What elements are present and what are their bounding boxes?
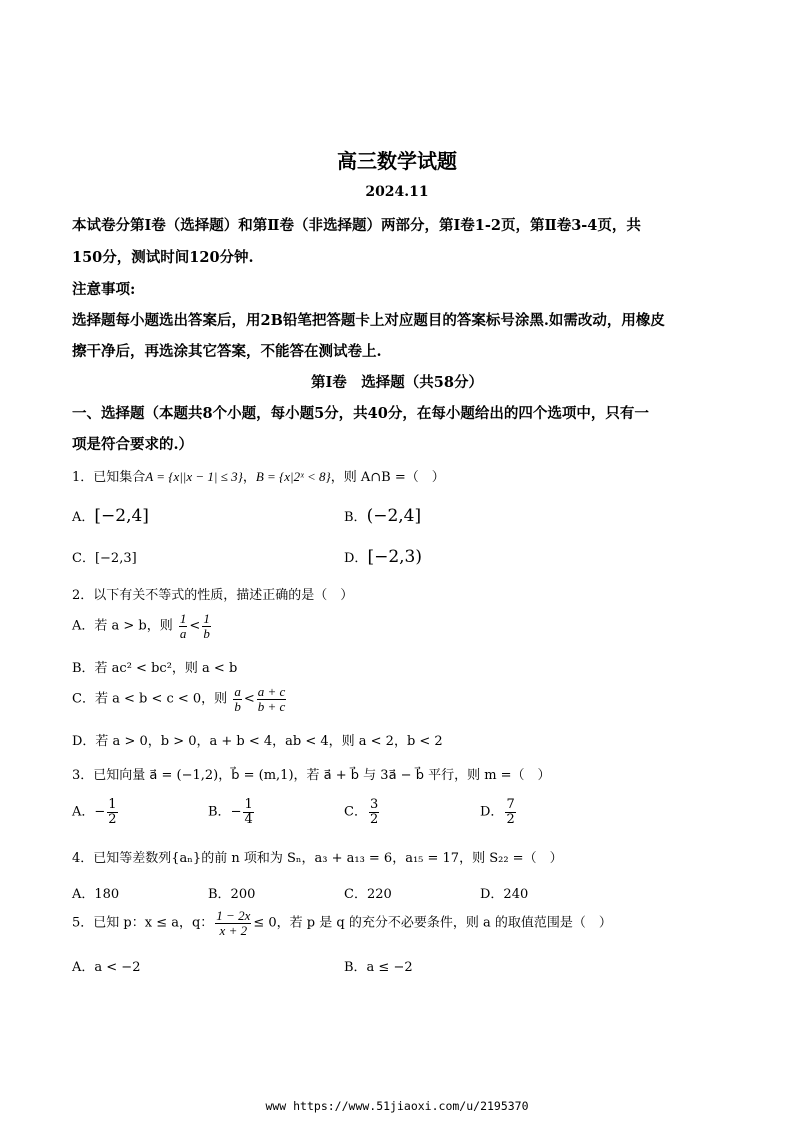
q4-option-d: D．240 <box>480 887 529 902</box>
notice-line-1: 选择题每小题选出答案后，用2B铅笔把答题卡上对应题目的答案标号涂黑.如需改动，用橡皮 <box>72 312 665 329</box>
part-one-line-2: 项是符合要求的.） <box>72 436 194 453</box>
q1-option-b: B．(−2,4] <box>344 506 422 526</box>
q1-separator: ， <box>242 470 256 485</box>
question-2-stem: 2．以下有关不等式的性质，描述正确的是（ ） <box>72 588 354 603</box>
q2-option-d: D．若 a > 0，b > 0，a + b < 4，ab < 4，则 a < 2，b < 2 <box>72 734 443 749</box>
intro-line-1: 本试卷分第I卷（选择题）和第Ⅱ卷（非选择题）两部分，第I卷1-2页，第Ⅱ卷3-4页，共 <box>72 217 641 234</box>
q2-a-fraction-2: $\frac{1}{b}$ <box>203 611 210 641</box>
exam-date: 2024.11 <box>365 184 429 200</box>
q3-option-b: B．− $\frac{1}{4}$ <box>208 797 253 827</box>
q3-option-a: A．− $\frac{1}{2}$ <box>72 797 117 827</box>
q5-option-a: A．a < −2 <box>72 960 141 975</box>
q4-option-c: C．220 <box>344 887 392 902</box>
q2-c-fraction-2: $\frac{a + c}{b + c}$ <box>257 684 286 714</box>
footer-watermark: www https://www.51jiaoxi.com/u/2195370 <box>265 1099 529 1113</box>
q5-option-b: B．a ≤ −2 <box>344 960 413 975</box>
q1-option-a: A．[−2,4] <box>72 506 149 526</box>
q2-option-a: A．若 a > b，则 $\frac{1}{a}$ < $\frac{1}{b}$ <box>72 611 210 641</box>
q4-option-b: B．200 <box>208 887 256 902</box>
q1-set-b: B = {x|2ˣ < 8} <box>255 469 331 484</box>
notice-heading: 注意事项: <box>72 281 136 298</box>
q4-option-a: A．180 <box>72 887 120 902</box>
question-1-stem <box>72 466 445 485</box>
q3-option-c: C． $\frac{3}{2}$ <box>344 797 379 827</box>
q1-option-c: C．[−2,3] <box>72 551 137 566</box>
q1-option-d: D．[−2,3) <box>344 547 422 567</box>
question-3-stem: 3．已知向量 a⃗ = (−1,2)，b⃗ = (m,1)，若 a⃗ + b⃗ 与 3a⃗ − b⃗ 平行，则 m =（ ） <box>72 768 551 783</box>
q2-option-b: B．若 ac² < bc²，则 a < b <box>72 661 238 676</box>
q2-c-fraction-1: $\frac{a}{b}$ <box>234 684 241 714</box>
q1-lead: 1．已知集合 <box>72 470 146 485</box>
intro-line-2: 150分，测试时间120分钟. <box>72 249 254 266</box>
question-5-stem: 5．已知 p：x ≤ a，q： $\frac{1 - 2x}{x + 2}$ ≤ 0，若 p 是 q 的充分不必要条件，则 a 的取值范围是（ ） <box>72 908 612 938</box>
page-title: 高三数学试题 <box>337 149 457 173</box>
q2-option-c: C．若 a < b < c < 0，则 $\frac{a}{b}$ < $\frac{a + c}{b + c}$ <box>72 684 286 714</box>
section-heading: 第I卷 选择题（共58分） <box>311 374 483 391</box>
q2-a-fraction-1: $\frac{1}{a}$ <box>179 611 187 641</box>
q3-option-d: D． $\frac{7}{2}$ <box>480 797 515 827</box>
q5-fraction: $\frac{1 - 2x}{x + 2}$ <box>216 908 251 938</box>
part-one-line-1: 一、选择题（本题共8个小题，每小题5分，共40分，在每小题给出的四个选项中，只有一 <box>72 405 649 422</box>
q1-tail: ，则 A∩B =（ ） <box>330 470 445 485</box>
question-4-stem: 4．已知等差数列{aₙ}的前 n 项和为 Sₙ，a₃ + a₁₃ = 6，a₁₅ = 17，则 S₂₂ =（ ） <box>72 851 563 866</box>
notice-line-2: 擦干净后，再选涂其它答案，不能答在测试卷上. <box>72 343 382 360</box>
q1-set-a: A = {x||x − 1| ≤ 3} <box>145 469 243 484</box>
